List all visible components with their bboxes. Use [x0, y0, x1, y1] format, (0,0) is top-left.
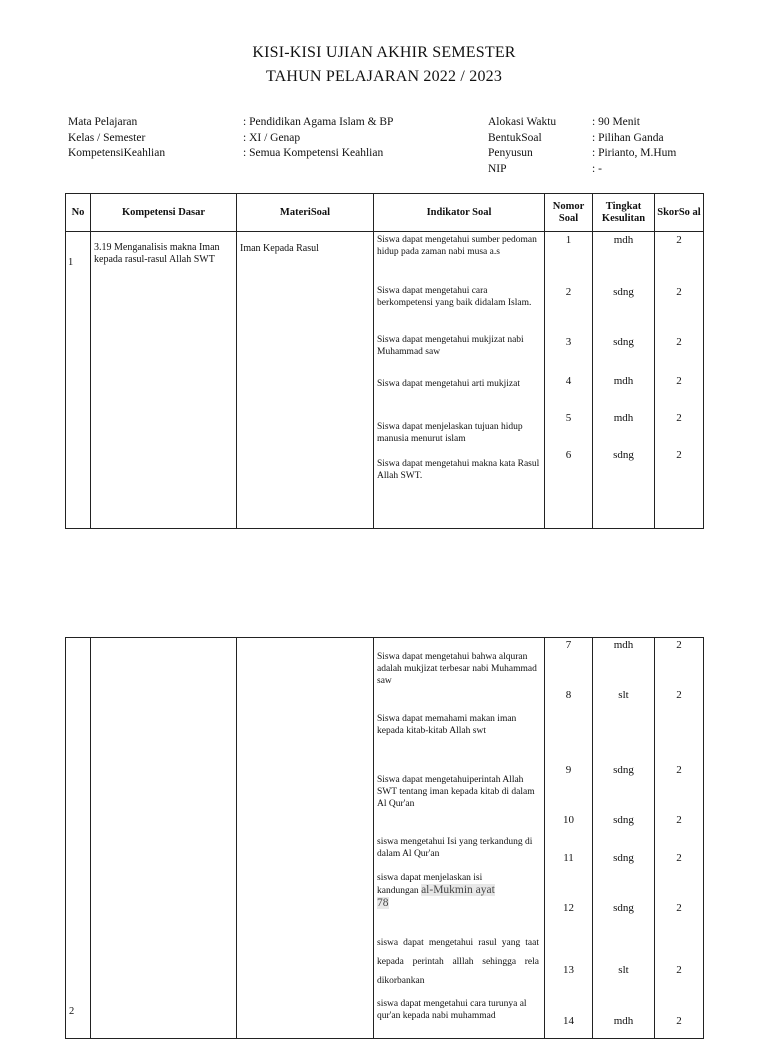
skor-soal: 2 — [676, 336, 682, 348]
tingkat-cell — [593, 638, 655, 1039]
nomor-soal: 13 — [563, 964, 574, 976]
header-nomor-soal: Nomor Soal — [545, 194, 593, 232]
nomor-soal: 7 — [565, 639, 572, 651]
meta-value: : XI / Genap — [243, 131, 301, 144]
nomor-soal: 11 — [563, 852, 574, 864]
indikator-text: siswa mengetahui Isi yang terkandung di dalam Al Qur'an — [377, 837, 533, 859]
nomor-soal: 10 — [563, 814, 574, 826]
nomor-soal: 8 — [565, 689, 572, 701]
nomor-soal: 6 — [565, 449, 572, 461]
materi-cell — [237, 638, 374, 1039]
skor-soal: 2 — [676, 286, 682, 298]
indikator-text — [377, 872, 497, 910]
document-subtitle: TAHUN PELAJARAN 2022 / 2023 — [265, 68, 503, 85]
table-header-row — [66, 194, 704, 232]
tingkat-kesulitan: slt — [618, 964, 629, 976]
nomor-soal: 9 — [565, 764, 572, 776]
skor-soal: 2 — [676, 902, 682, 914]
indikator-text: siswa dapat mengetahui cara turunya al qur'an kepada nabi muhammad — [377, 999, 527, 1021]
skor-soal: 2 — [676, 764, 682, 776]
meta-value: : Pendidikan Agama Islam & BP — [243, 116, 394, 128]
meta-label: Kelas / Semester — [68, 131, 146, 144]
tingkat-kesulitan: sdng — [613, 336, 634, 348]
meta-left-values — [243, 115, 393, 162]
materi-text: Iman Kepada Rasul — [240, 243, 319, 254]
kompetensi-dasar-text: 3.19 Menganalisis makna Iman kepada rasul-rasul Allah SWT — [94, 242, 220, 265]
header-skor-soal: SkorSo al — [655, 194, 704, 232]
indikator-cell — [374, 638, 545, 1039]
indikator-text: Siswa dapat mengetahui cara berkompetensi yang baik didalam Islam. — [377, 286, 532, 308]
skor-soal: 2 — [676, 449, 682, 461]
tingkat-kesulitan: sdng — [613, 852, 634, 864]
skor-soal: 2 — [676, 852, 682, 864]
indikator-text: Siswa dapat mengetahui bahwa alquran adalah mukjizat terbesar nabi Muhammad saw — [377, 652, 537, 686]
tingkat-kesulitan: mdh — [613, 375, 634, 387]
meta-label: Alokasi Waktu — [488, 116, 557, 128]
header-kompetensi-dasar: Kompetensi Dasar — [91, 194, 237, 232]
nomor-soal: 5 — [565, 412, 572, 424]
table-row — [66, 232, 704, 529]
indikator-text: Siswa dapat mengetahui sumber pedoman hidup pada zaman nabi musa a.s — [377, 235, 537, 257]
nomor-soal: 4 — [565, 375, 572, 387]
nomor-soal: 1 — [565, 234, 572, 246]
tingkat-kesulitan: sdng — [613, 814, 634, 826]
skor-soal: 2 — [676, 1015, 682, 1027]
skor-soal: 2 — [676, 375, 682, 387]
indikator-text-part: siswa dapat menjelaskan isi kandungan — [377, 873, 483, 896]
nomor-soal: 12 — [563, 902, 574, 914]
skor-cell — [655, 232, 704, 529]
document-title: KISI-KISI UJIAN AKHIR SEMESTER — [252, 44, 516, 61]
kd-cell — [91, 638, 237, 1039]
meta-label: BentukSoal — [488, 131, 542, 144]
tingkat-kesulitan: mdh — [613, 1015, 634, 1027]
nomor-cell — [545, 638, 593, 1039]
meta-value: : Pirianto, M.Hum — [592, 147, 677, 159]
meta-left-labels — [68, 115, 165, 162]
tingkat-kesulitan: sdng — [613, 286, 634, 298]
tingkat-kesulitan: mdh — [613, 412, 634, 424]
meta-label: KompetensiKeahlian — [68, 147, 166, 159]
row-number: 2 — [69, 1006, 75, 1017]
tingkat-kesulitan: mdh — [613, 639, 634, 651]
no-cell — [66, 232, 91, 529]
highlighted-reference: al-Mukmin ayat 78 — [377, 884, 495, 909]
row-number: 1 — [68, 257, 74, 268]
indikator-text: Siswa dapat mengetahui mukjizat nabi Muhammad saw — [377, 335, 524, 357]
skor-soal: 2 — [676, 814, 682, 826]
meta-value: : Semua Kompetensi Keahlian — [243, 147, 384, 159]
header-materi-soal: MateriSoal — [237, 194, 374, 232]
tingkat-kesulitan: sdng — [613, 902, 634, 914]
kd-cell — [91, 232, 237, 529]
header-no: No — [66, 194, 91, 232]
table-row — [66, 638, 704, 1039]
skor-soal: 2 — [676, 234, 682, 246]
indikator-text: Siswa dapat menjelaskan tujuan hidup manusia menurut islam — [377, 422, 523, 444]
nomor-soal: 3 — [565, 336, 572, 348]
meta-value: : - — [592, 162, 602, 175]
indikator-cell — [374, 232, 545, 529]
header-indikator-soal: Indikator Soal — [374, 194, 545, 232]
meta-value: : 90 Menit — [592, 116, 640, 128]
meta-label: Penyusun — [488, 147, 533, 159]
skor-soal: 2 — [676, 689, 682, 701]
indikator-text: siswa dapat mengetahui rasul yang taat kepada perintah alllah sehingga rela dikorbankan — [377, 938, 539, 986]
kisi-table-page2 — [65, 637, 704, 1039]
skor-soal: 2 — [676, 639, 682, 651]
nomor-cell — [545, 232, 593, 529]
skor-soal: 2 — [676, 964, 682, 976]
skor-soal: 2 — [676, 412, 682, 424]
meta-label: NIP — [488, 162, 507, 175]
tingkat-kesulitan: mdh — [613, 234, 634, 246]
nomor-soal: 14 — [563, 1015, 574, 1027]
meta-label: Mata Pelajaran — [68, 116, 138, 128]
indikator-text: Siswa dapat memahami makan iman kepada kitab-kitab Allah swt — [377, 714, 517, 736]
tingkat-kesulitan: sdng — [613, 449, 634, 461]
indikator-text: Siswa dapat mengetahuiperintah Allah SWT tentang iman kepada kitab di dalam Al Qur'an — [377, 775, 535, 809]
nomor-soal: 2 — [565, 286, 572, 298]
indikator-text: Siswa dapat mengetahui makna kata Rasul Allah SWT. — [377, 459, 540, 481]
materi-cell — [237, 232, 374, 529]
meta-right-labels — [488, 115, 556, 177]
meta-right-values — [592, 115, 676, 177]
kisi-table-page1 — [65, 193, 704, 529]
tingkat-cell — [593, 232, 655, 529]
meta-value: : Pilihan Ganda — [592, 131, 664, 144]
tingkat-kesulitan: slt — [618, 689, 629, 701]
skor-cell — [655, 638, 704, 1039]
header-tingkat-kesulitan: Tingkat Kesulitan — [593, 194, 655, 232]
tingkat-kesulitan: sdng — [613, 764, 634, 776]
indikator-text: Siswa dapat mengetahui arti mukjizat — [377, 379, 520, 389]
no-cell — [66, 638, 91, 1039]
